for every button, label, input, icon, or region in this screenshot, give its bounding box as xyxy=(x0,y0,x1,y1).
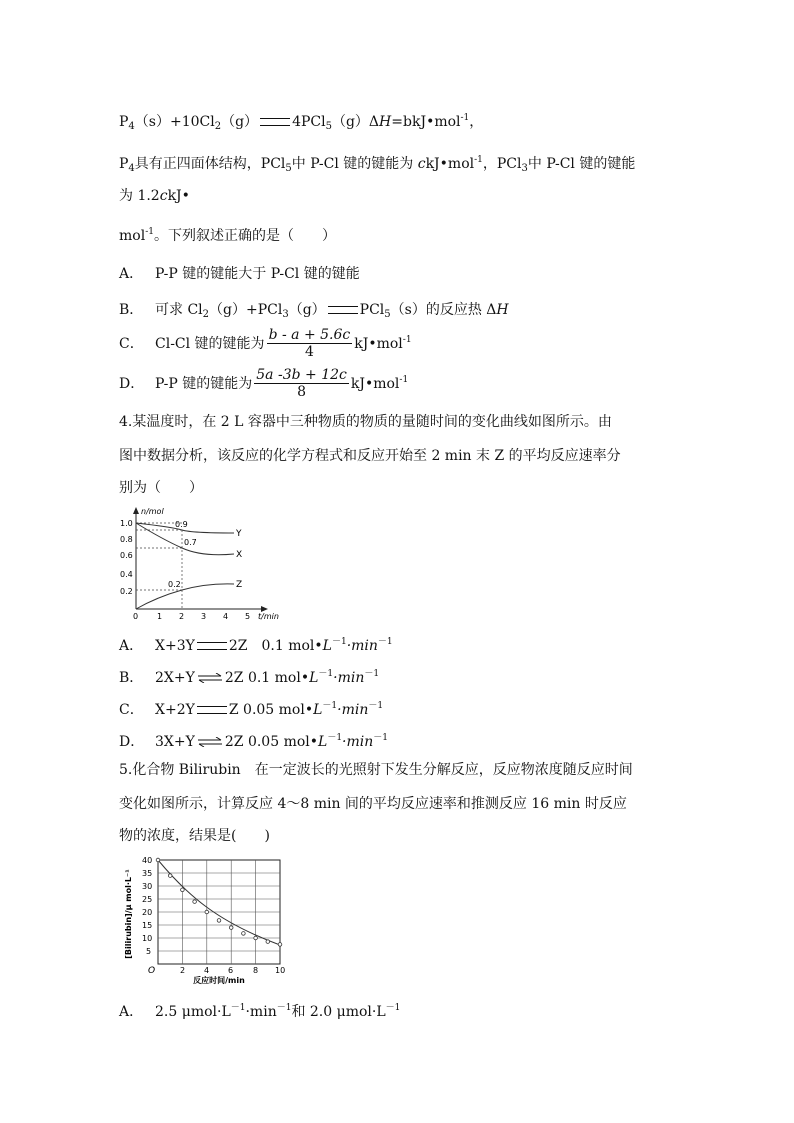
y-axis-arrow-icon xyxy=(133,507,139,514)
data-point xyxy=(156,858,160,862)
y-tick-label: 0.8 xyxy=(120,535,133,544)
x-tick-label: 3 xyxy=(201,612,207,621)
q3-option-d[interactable]: D． P-P 键的键能为 $\frac{5a -3b + 12c}{8}$ kJ•mol$^{-1}$ xyxy=(119,367,409,400)
x-tick-label: 4 xyxy=(223,612,229,621)
y-tick-label: 0.4 xyxy=(120,570,133,579)
reversible-arrow-icon xyxy=(197,673,223,683)
y-tick-label: 40 xyxy=(142,856,153,865)
data-point xyxy=(205,910,209,914)
annotation-label: 0.2 xyxy=(168,580,181,589)
reversible-arrow-icon xyxy=(197,737,223,747)
q4-option-a[interactable]: A． X+3Y 2Z 0.1 $mol•L^{-1}\cdot\min^{-1}$ xyxy=(119,637,393,654)
data-point xyxy=(193,900,197,904)
grid xyxy=(158,860,280,964)
x-tick-label: 0 xyxy=(133,612,139,621)
q5-stem-line-1: 5.化合物 Bilirubin 在一定波长的光照射下发生分解反应，反应物浓度随反应时间 xyxy=(119,762,633,778)
y-axis-label: [Bilirubin]/μ mol·L⁻¹ xyxy=(124,869,133,959)
y-axis-label: n/mol xyxy=(141,507,164,516)
curve-z xyxy=(136,584,234,609)
x-tick-label: 1 xyxy=(157,612,163,621)
q3-option-a[interactable]: A． P-P 键的键能大于 P-Cl 键的键能 xyxy=(119,266,360,282)
x-tick-label: 10 xyxy=(275,966,286,975)
y-tick-label: 35 xyxy=(142,869,153,878)
annotation-label: 0.7 xyxy=(184,538,197,547)
data-point xyxy=(168,874,172,878)
equal-arrow-icon xyxy=(197,642,227,650)
q3-equation-line: $P_4(s)+10Cl_2(g)$ 4PCl$_5$（g）ΔH=bkJ•mol$^{-1}$， xyxy=(119,113,484,132)
y-tick-label: 5 xyxy=(146,947,152,956)
q3-text-line-3: 为 1.2ckJ• xyxy=(119,188,190,204)
q5-stem-line-2: 变化如图所示，计算反应 4～8 min 间的平均反应速率和推测反应 16 min 时反应 xyxy=(119,796,627,812)
q3-option-c[interactable]: C． Cl-Cl 键的键能为 $\frac{b - a + 5.6c}{4}$ kJ•mol$^{-1}$ xyxy=(119,327,412,360)
data-point xyxy=(181,888,185,892)
q4-option-d[interactable]: D． 3X+Y 2Z 0.05 $mol•L^{-1}\cdot\min^{-1}$ xyxy=(119,733,389,750)
x-tick-label: 4 xyxy=(204,966,210,975)
y-tick-label: 25 xyxy=(142,895,153,904)
q5-option-a[interactable]: A． 2.5 $\mu mol\cdot L^{-1}\cdot\min^{-1}$和 2.0 $\mu mol\cdot L^{-1}$ xyxy=(119,1003,401,1020)
data-point xyxy=(266,940,270,944)
curve-label-x: X xyxy=(236,550,243,560)
curve-label-z: Z xyxy=(236,580,243,590)
y-tick-label: 10 xyxy=(142,934,153,943)
y-tick-label: 1.0 xyxy=(120,519,133,528)
q5-figure xyxy=(118,852,294,986)
y-tick-label: 0.6 xyxy=(120,551,133,560)
equal-arrow-icon xyxy=(328,306,358,314)
q4-option-c[interactable]: C． X+2Y Z 0.05 $mol•L^{-1}\cdot\min^{-1}$ xyxy=(119,701,384,718)
equal-arrow-icon xyxy=(260,118,290,126)
x-axis-label: 反应时间/min xyxy=(193,976,245,985)
x-tick-label: 8 xyxy=(253,966,259,975)
q3-question-line: mol$^{-1}$。下列叙述正确的是（ ） xyxy=(119,227,336,244)
q3-option-b[interactable]: B． 可求 $Cl_2(g)+PCl_3(g)$ PCl$_5$（s）的反应热 ΔH xyxy=(119,302,509,320)
x-tick-label: 5 xyxy=(245,612,251,621)
x-tick-label: 2 xyxy=(180,966,186,975)
q5-stem-line-3: 物的浓度，结果是( ) xyxy=(119,828,270,844)
q4-option-b[interactable]: B． 2X+Y 2Z 0.1 $mol•L^{-1}\cdot\min^{-1}$ xyxy=(119,669,380,686)
x-tick-label: 2 xyxy=(179,612,185,621)
fraction: $\frac{b - a + 5.6c}{4}$ xyxy=(268,327,351,360)
y-tick-label: 20 xyxy=(142,908,153,917)
y-tick-label: 0.2 xyxy=(120,587,133,596)
y-tick-label: 30 xyxy=(142,882,153,891)
equal-arrow-icon xyxy=(197,706,227,714)
x-tick-label: 6 xyxy=(228,966,234,975)
curve-label-y: Y xyxy=(236,529,242,539)
x-axis-label: t/min xyxy=(258,612,279,621)
fraction: $\frac{5a -3b + 12c}{8}$ xyxy=(256,367,347,400)
origin-label: O xyxy=(148,966,156,976)
y-tick-label: 15 xyxy=(142,921,153,930)
data-point xyxy=(229,926,233,930)
q3-structure-line: $P_4$具有正四面体结构，PCl$_5$中 P-Cl 键的键能为 ckJ•mol$^{-1}$，PCl$_3$中 P-Cl 键的键能 xyxy=(119,155,636,174)
data-point xyxy=(242,932,246,936)
data-point xyxy=(254,936,258,940)
q4-figure xyxy=(112,505,282,625)
q4-stem-line-3: 别为（ ） xyxy=(119,480,203,496)
q4-stem-line-2: 图中数据分析，该反应的化学方程式和反应开始至 2 min 末 Z 的平均反应速率分 xyxy=(119,448,621,464)
data-point xyxy=(278,943,282,947)
annotation-label: 0.9 xyxy=(175,520,188,529)
data-point xyxy=(217,919,221,923)
q4-stem-line-1: 4.某温度时，在 2 L 容器中三种物质的物质的量随时间的变化曲线如图所示。由 xyxy=(119,414,612,430)
